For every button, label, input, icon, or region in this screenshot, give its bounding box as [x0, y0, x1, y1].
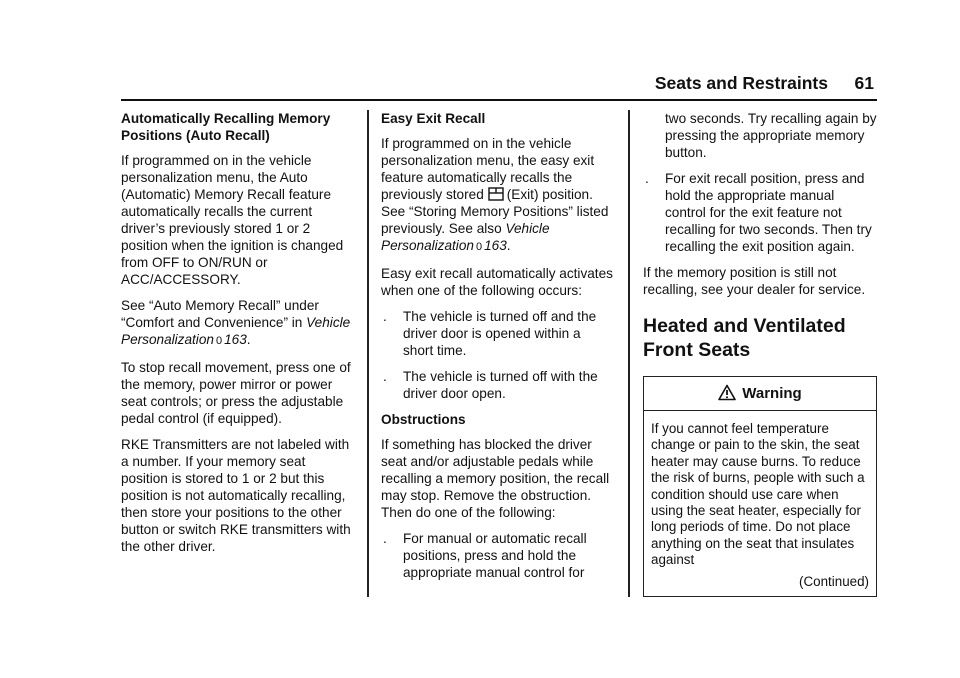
subheading-easy-exit-recall: Easy Exit Recall — [381, 111, 486, 126]
page-number: 61 — [854, 73, 874, 93]
paragraph: To stop recall movement, press one of the memory, power mirror or power seat controls; or press the adjustable pedal control (if equipped). — [121, 360, 351, 426]
cross-reference-page[interactable]: 163 — [484, 238, 507, 253]
paragraph: If something has blocked the driver seat and/or adjustable pedals while recalling a memory position, the recall may stop. Remove the obstruction. Then do one of the following: — [381, 437, 610, 520]
exit-seat-icon — [487, 187, 505, 201]
warning-box — [643, 376, 877, 597]
list-item — [643, 170, 877, 255]
paragraph: See “Auto Memory Recall” under “Comfort and Convenience” in Vehicle Personalization 0 163. — [121, 298, 351, 347]
paragraph-text: See “Auto Memory Recall” under “Comfort and Convenience” in — [121, 298, 319, 330]
bullet-mark: . — [383, 369, 387, 384]
list-item — [381, 368, 613, 402]
column-2 — [381, 110, 613, 590]
column-divider — [367, 110, 369, 597]
paragraph: If the memory position is still not recalling, see your dealer for service. — [643, 265, 866, 297]
column-3 — [643, 110, 877, 597]
cross-reference-link[interactable]: Vehicle Personalization — [121, 315, 351, 347]
page-ref-arrow-icon: 0 — [475, 241, 483, 253]
section-title: Seats and Restraints — [654, 73, 828, 93]
bullet-mark: . — [383, 531, 387, 546]
bullet-mark: . — [645, 171, 649, 186]
list-item-text: The vehicle is turned off with the driver door open. — [403, 369, 598, 401]
cross-reference-page[interactable]: 163 — [224, 332, 247, 347]
list-item — [381, 308, 613, 359]
subheading-auto-recall: Automatically Recalling Memory Positions (Auto Recall) — [121, 111, 331, 143]
paragraph: Easy exit recall automatically activates when one of the following occurs: — [381, 266, 613, 298]
cross-reference-link[interactable]: Vehicle Personalization — [381, 221, 550, 253]
warning-text: If you cannot feel temperature change or pain to the skin, the seat heater may cause burns. To reduce the risk of burns, people with such a condition should use care when using the seat heater, especially for long periods of time. Do not place anything on the seat that insulates against — [651, 421, 865, 568]
column-1 — [121, 110, 353, 564]
column-divider — [628, 110, 630, 597]
paragraph-text: (Exit) position. See “Storing Memory Positions” listed previously. See also — [381, 187, 609, 236]
page-header — [0, 73, 960, 97]
continued-label: (Continued) — [799, 573, 869, 589]
warning-body — [644, 411, 876, 596]
subheading-obstructions: Obstructions — [381, 412, 466, 427]
list-item-text: The vehicle is turned off and the driver door is opened within a short time. — [403, 309, 597, 358]
warning-triangle-icon — [718, 384, 736, 401]
page-ref-arrow-icon: 0 — [215, 335, 223, 347]
list-item-text: For manual or automatic recall positions, press and hold the appropriate manual control for — [403, 531, 587, 580]
warning-title: Warning — [742, 385, 802, 402]
list-item — [381, 530, 613, 581]
paragraph: If programmed on in the vehicle personalization menu, the Auto (Automatic) Memory Recall feature automatically recalls the current driver’s previously stored 1 or 2 position when the ignition is changed from OFF to ON/RUN or ACC/ACCESSORY. — [121, 153, 344, 287]
list-item-text: For exit recall position, press and hold the appropriate manual control for the exit feature not recalling for two seconds. Then try recalling the exit position again. — [665, 171, 872, 254]
paragraph: RKE Transmitters are not labeled with a number. If your memory seat position is stored to 1 or 2 but this position is not automatically recalling, then store your positions to the other button or switch RKE transmitters with the other driver. — [121, 437, 351, 554]
paragraph: If programmed on in the vehicle personalization menu, the easy exit feature automatically recalls the previously stored (Exit) position. See “Storing Memory Positions” listed previously. See also Vehicle Personalization 0 163. — [381, 136, 609, 253]
header-rule — [121, 99, 877, 101]
section-heading-heated-seats: Heated and Ventilated Front Seats — [643, 315, 846, 361]
paragraph-text: If programmed on in the vehicle personalization menu, the easy exit feature automatically recalls the previously stored — [381, 136, 595, 202]
warning-header — [644, 377, 876, 411]
bullet-mark: . — [383, 309, 387, 324]
list-item-continuation: two seconds. Try recalling again by pressing the appropriate memory button. — [665, 111, 877, 160]
